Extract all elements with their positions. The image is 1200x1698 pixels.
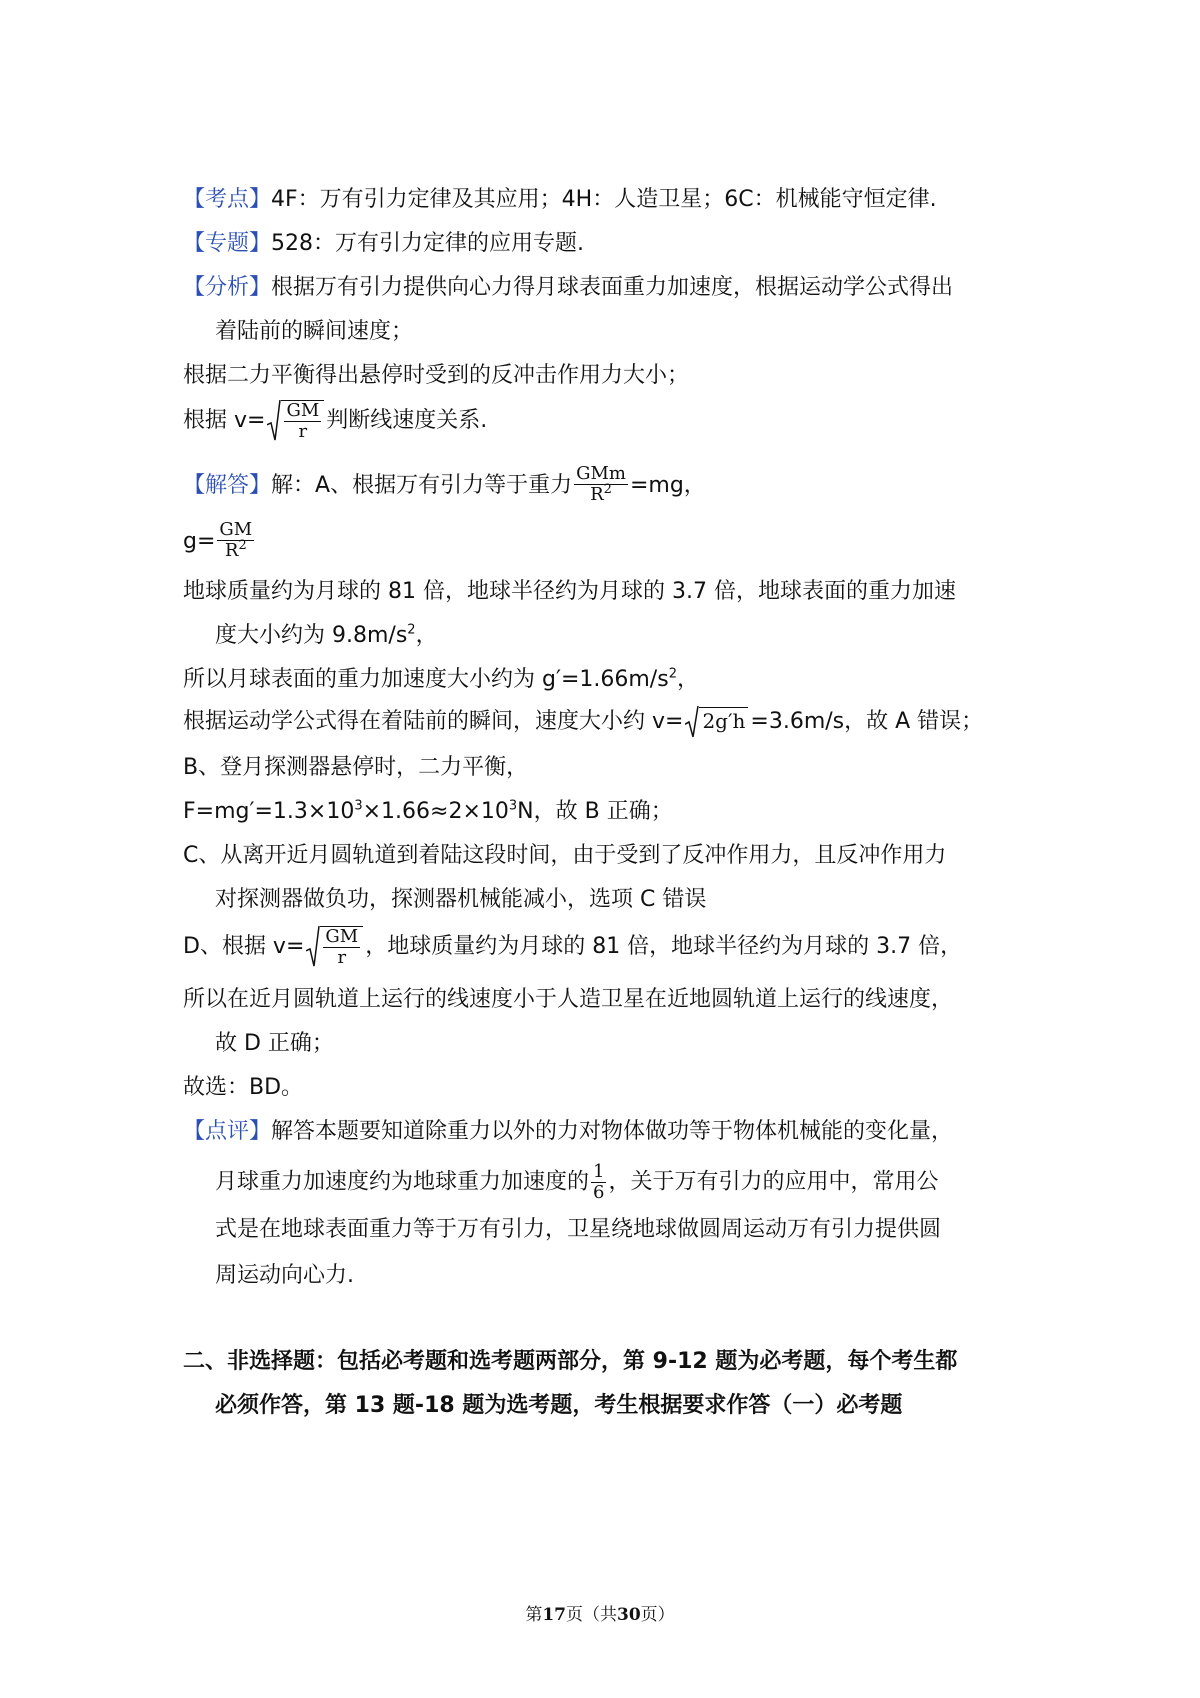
- sqrt-gm-over-r-formula: [267, 400, 324, 442]
- frac-den-6: 6: [593, 1182, 605, 1203]
- footer-page-number: 17: [542, 1605, 566, 1625]
- dianping-line-4: [215, 1260, 354, 1292]
- den-r-exponent: 2: [603, 482, 612, 497]
- sqrt-2gh-body: 2g′h: [699, 707, 748, 734]
- jieda-d-text-3: 故 D 正确；: [215, 1031, 334, 1056]
- footer-mid: 页（共: [566, 1605, 617, 1625]
- jieda-p1-line-1: [183, 576, 956, 608]
- jieda-b-text-1: B、登月探测器悬停时，二力平衡，: [183, 755, 529, 780]
- frac-gm-over-r2: [217, 520, 254, 561]
- dianping-line-1: [183, 1116, 953, 1148]
- frac-den-r: r: [298, 421, 308, 442]
- fenxi-text-4-pre: 根据 v=: [183, 408, 266, 433]
- section2-text-1: 二、非选择题：包括必考题和选考题两部分，第 9-12 题为必考题，每个考生都: [183, 1349, 958, 1374]
- frac-den-r-3: r: [337, 947, 347, 968]
- jieda-d-text-2: 所以在近月圆轨道上运行的线速度小于人造卫星在近地圆轨道上运行的线速度，: [183, 987, 954, 1012]
- jieda-p1-text-2-end: ，: [415, 623, 438, 648]
- fenxi-text-2: 着陆前的瞬间速度；: [215, 319, 414, 344]
- jieda-c-line-1: [183, 840, 946, 872]
- jieda-a-post: =mg，: [629, 473, 706, 498]
- dianping-text-2-pre: 月球重力加速度约为地球重力加速度的: [215, 1169, 590, 1195]
- jieda-d-line-1: [183, 926, 962, 968]
- page-footer: [0, 1600, 1200, 1625]
- sqrt-2gh-formula: [685, 706, 748, 738]
- jieda-p3-pre: 根据运动学公式得在着陆前的瞬间，速度大小约 v=: [183, 709, 684, 734]
- jieda-d-line-2: [183, 984, 953, 1016]
- jieda-b-line-1: [183, 752, 528, 784]
- jieda-answer-line: [183, 1072, 303, 1104]
- fenxi-line-4: [183, 400, 487, 442]
- g-equals: g=: [183, 529, 216, 554]
- fenxi-text-4-post: 判断线速度关系.: [326, 408, 488, 433]
- fenxi-text-3: 根据二力平衡得出悬停时受到的反冲击作用力大小；: [183, 363, 690, 388]
- jieda-line-a: [183, 464, 706, 505]
- frac-num-gm-2: GM: [219, 519, 253, 540]
- dianping-text-4: 周运动向心力.: [215, 1263, 354, 1288]
- frac-one-sixth: [591, 1162, 606, 1203]
- jieda-line-g: [183, 520, 256, 561]
- frac-gmm-over-r2: [574, 464, 628, 505]
- dianping-text-1: 解答本题要知道除重力以外的力对物体做功等于物体机械能的变化量，: [271, 1119, 954, 1144]
- jieda-c-text-1: C、从离开近月圆轨道到着陆这段时间，由于受到了反冲作用力，且反冲作用力: [183, 843, 947, 868]
- frac-den-r2-2: [217, 538, 254, 561]
- jieda-p1-text-2: 度大小约为 9.8m/s: [215, 623, 408, 648]
- section2-heading-line-2: [215, 1390, 902, 1422]
- zhuanti-tag: 【专题】: [183, 231, 272, 256]
- jieda-a-pre: 解：A、根据万有引力等于重力: [271, 473, 573, 498]
- zhuanti-line: [183, 228, 584, 260]
- jieda-answer: 故选：BD。: [183, 1075, 304, 1100]
- frac-den-r2: [574, 482, 628, 505]
- kaodian-tag: 【考点】: [183, 187, 272, 212]
- section2-heading-line-1: [183, 1346, 957, 1378]
- frac-num-gm-3: GM: [325, 926, 359, 947]
- exponent-3a: 3: [354, 798, 363, 814]
- zhuanti-text: 528：万有引力定律的应用专题.: [271, 231, 585, 256]
- jieda-b-line-2: [183, 796, 673, 828]
- footer-post: 页）: [640, 1605, 675, 1625]
- exponent-2b: 2: [668, 666, 677, 682]
- frac-num-gm: GM: [286, 400, 320, 421]
- dianping-text-3: 式是在地球表面重力等于万有引力，卫星绕地球做圆周运动万有引力提供圆: [215, 1217, 942, 1242]
- jieda-d-line-3: [215, 1028, 334, 1060]
- sqrt-gm-over-r-formula-2: [306, 926, 363, 968]
- exponent-3b: 3: [508, 798, 518, 814]
- dianping-line-3: [215, 1214, 941, 1246]
- jieda-b-text-2a: F=mg′=1.3×10: [183, 799, 355, 824]
- dianping-line-2: [215, 1162, 938, 1203]
- fenxi-text-1: 根据万有引力提供向心力得月球表面重力加速度，根据运动学公式得出: [271, 275, 954, 300]
- fenxi-line-1: [183, 272, 953, 304]
- fenxi-line-2: [215, 316, 413, 348]
- section2-text-2: 必须作答，第 13 题-18 题为选考题，考生根据要求作答（一）必考题: [215, 1393, 903, 1418]
- jieda-c-line-2: [215, 884, 706, 916]
- jieda-p2-end: ，: [676, 667, 699, 692]
- footer-pre: 第: [525, 1605, 543, 1625]
- fenxi-line-3: [183, 360, 689, 392]
- dianping-text-2-post: ，关于万有引力的应用中，常用公: [608, 1169, 939, 1195]
- jieda-b-text-2b: ×1.66≈2×10: [362, 799, 509, 824]
- kaodian-line: [183, 184, 937, 216]
- den-r-letter: R: [590, 484, 604, 505]
- frac-num-1: 1: [593, 1161, 605, 1182]
- jieda-p3-line: [183, 706, 983, 738]
- jieda-b-text-2c: N，故 B 正确；: [517, 799, 673, 824]
- jieda-d-post: ，地球质量约为月球的 81 倍，地球半径约为月球的 3.7 倍，: [365, 934, 963, 959]
- den-r-letter-2: R: [224, 540, 239, 561]
- jieda-d-pre: D、根据 v=: [183, 934, 305, 959]
- jieda-p2-text: 所以月球表面的重力加速度大小约为 g′=1.66m/s: [183, 667, 669, 692]
- dianping-tag: 【点评】: [183, 1119, 272, 1144]
- jieda-p3-post: =3.6m/s，故 A 错误；: [750, 709, 984, 734]
- jieda-p1-text-1: 地球质量约为月球的 81 倍，地球半径约为月球的 3.7 倍，地球表面的重力加速: [183, 579, 956, 604]
- den-r-exponent-2: 2: [238, 538, 247, 553]
- footer-total-pages: 30: [617, 1605, 641, 1625]
- jieda-tag: 【解答】: [183, 473, 272, 498]
- frac-num-gmm: GMm: [576, 463, 626, 484]
- fenxi-tag: 【分析】: [183, 275, 272, 300]
- jieda-p1-line-2: [215, 620, 438, 652]
- jieda-c-text-2: 对探测器做负功，探测器机械能减小，选项 C 错误: [215, 887, 707, 912]
- exponent-2: 2: [407, 622, 416, 638]
- kaodian-text: 4F：万有引力定律及其应用；4H：人造卫星；6C：机械能守恒定律.: [271, 187, 937, 212]
- jieda-p2-line: [183, 664, 699, 696]
